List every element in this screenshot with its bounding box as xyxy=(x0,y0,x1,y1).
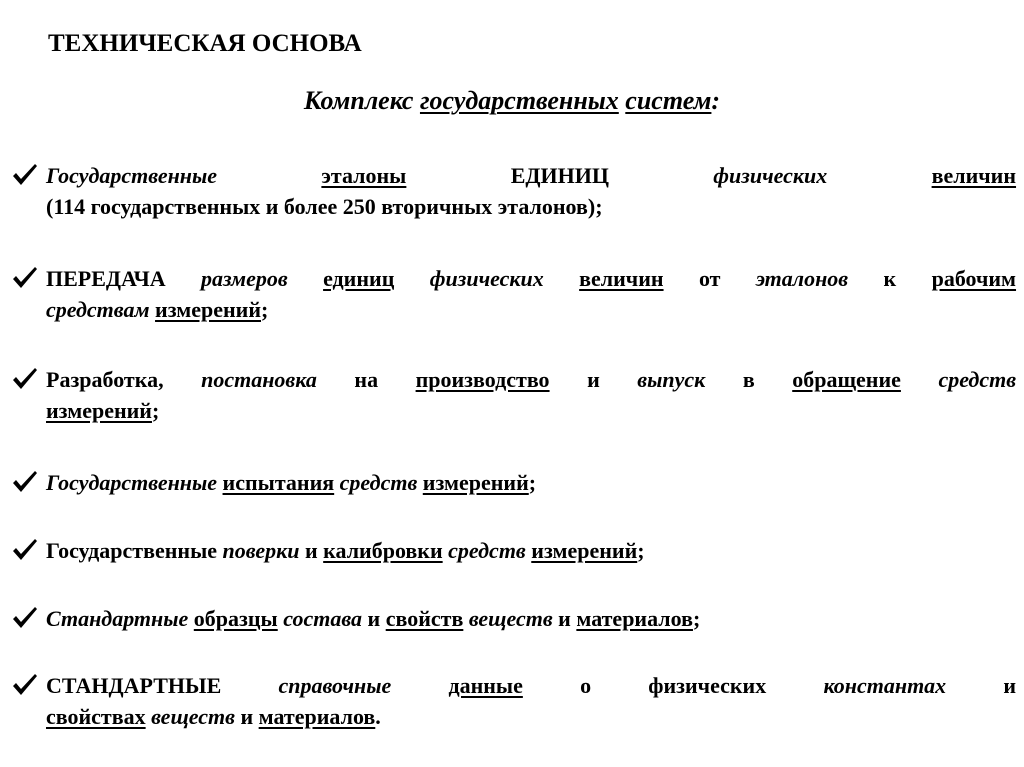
bullet-word: константах xyxy=(823,673,947,698)
bullet-word: измерений xyxy=(531,538,638,563)
bullet-line xyxy=(46,535,1016,566)
bullet-word: образцы xyxy=(193,606,278,631)
bullet-line xyxy=(46,603,1016,634)
bullet-word: в xyxy=(742,367,755,392)
bullet-word: Государственные xyxy=(46,163,218,188)
bullet-word: ; xyxy=(692,606,701,631)
bullet-text xyxy=(46,263,1016,325)
checkmark-icon xyxy=(10,670,42,700)
checkmark-icon xyxy=(10,467,42,497)
bullet-word: рабочим xyxy=(931,266,1017,291)
subheading-colon: : xyxy=(711,86,721,115)
bullet-word: величин xyxy=(931,163,1017,188)
bullet-word: состава xyxy=(283,606,363,631)
subheading-underlined-word: государственных xyxy=(419,86,619,115)
bullet-word: испытания xyxy=(222,470,335,495)
bullet-word: измерений xyxy=(155,297,262,322)
bullet-word: размеров xyxy=(201,266,288,291)
bullet-word: свойств xyxy=(385,606,464,631)
checkmark-icon xyxy=(10,364,42,394)
bullet-word: обращение xyxy=(792,367,901,392)
bullet-word: и xyxy=(367,606,381,631)
checkmark-icon xyxy=(10,263,42,293)
bullet-line xyxy=(46,160,1016,191)
bullet-word: физических xyxy=(713,163,828,188)
bullet-word: измерений xyxy=(422,470,529,495)
bullet-word: физических xyxy=(429,266,544,291)
bullet-word: поверки xyxy=(222,538,300,563)
bullet-word: Государственные xyxy=(46,470,218,495)
bullet-word: (114 государственных и более 250 вторичных эталонов); xyxy=(46,194,603,219)
bullet-word: ; xyxy=(151,398,160,423)
bullet-word: выпуск xyxy=(637,367,706,392)
bullet-word: справочные xyxy=(278,673,392,698)
subheading-text: Комплекс xyxy=(303,86,420,115)
bullet-word: производство xyxy=(415,367,550,392)
bullet-word: ПЕРЕДАЧА xyxy=(46,266,166,291)
bullet-line xyxy=(46,191,1016,222)
bullet-text xyxy=(46,670,1016,732)
bullet-word: Стандартные xyxy=(46,606,189,631)
bullet-word: материалов xyxy=(576,606,693,631)
bullet-word: средствам xyxy=(46,297,150,322)
bullet-word: и xyxy=(304,538,318,563)
bullet-line xyxy=(46,294,1016,325)
bullet-word: величин xyxy=(579,266,664,291)
bullet-word: калибровки xyxy=(323,538,443,563)
bullet-line xyxy=(46,263,1016,294)
bullet-word: ЕДИНИЦ xyxy=(510,163,609,188)
bullet-text xyxy=(46,535,1016,566)
bullet-word: физических xyxy=(648,673,767,698)
bullet-word: СТАНДАРТНЫЕ xyxy=(46,673,222,698)
bullet-word: о xyxy=(580,673,592,698)
bullet-word: данные xyxy=(448,673,523,698)
bullet-word: веществ xyxy=(151,704,235,729)
bullet-word: ; xyxy=(528,470,537,495)
bullet-word: и xyxy=(1003,673,1017,698)
bullet-word: средств xyxy=(938,367,1017,392)
bullet-text xyxy=(46,467,1016,498)
bullet-word: Разработка, xyxy=(46,367,164,392)
bullet-word: материалов xyxy=(258,704,376,729)
bullet-word: ; xyxy=(637,538,645,563)
bullet-word: и xyxy=(587,367,600,392)
bullet-word: средств xyxy=(339,470,418,495)
subheading-underlined-word: систем xyxy=(625,86,712,115)
checkmark-icon xyxy=(10,160,42,190)
bullet-word: эталонов xyxy=(755,266,849,291)
bullet-line xyxy=(46,701,1016,732)
bullet-word: веществ xyxy=(468,606,553,631)
slide-heading: ТЕХНИЧЕСКАЯ ОСНОВА xyxy=(48,30,362,57)
bullet-word: ; xyxy=(261,297,269,322)
bullet-text xyxy=(46,603,1016,634)
bullet-word: . xyxy=(375,704,381,729)
bullet-word: свойствах xyxy=(46,704,146,729)
checkmark-icon xyxy=(10,535,42,565)
bullet-word: от xyxy=(698,266,721,291)
bullet-word: измерений xyxy=(46,398,152,423)
bullet-text xyxy=(46,160,1016,222)
bullet-word: средств xyxy=(448,538,526,563)
bullet-word: на xyxy=(354,367,379,392)
bullet-word: и xyxy=(240,704,254,729)
bullet-word: и xyxy=(558,606,571,631)
bullet-word: эталоны xyxy=(321,163,407,188)
slide-subheading xyxy=(0,84,1024,118)
bullet-line xyxy=(46,467,1016,498)
bullet-word: единиц xyxy=(323,266,395,291)
bullet-word: Государственные xyxy=(46,538,218,563)
bullet-line xyxy=(46,670,1016,701)
bullet-text xyxy=(46,364,1016,426)
bullet-word: к xyxy=(883,266,897,291)
bullet-word: постановка xyxy=(201,367,317,392)
bullet-line xyxy=(46,364,1016,395)
bullet-line xyxy=(46,395,1016,426)
checkmark-icon xyxy=(10,603,42,633)
